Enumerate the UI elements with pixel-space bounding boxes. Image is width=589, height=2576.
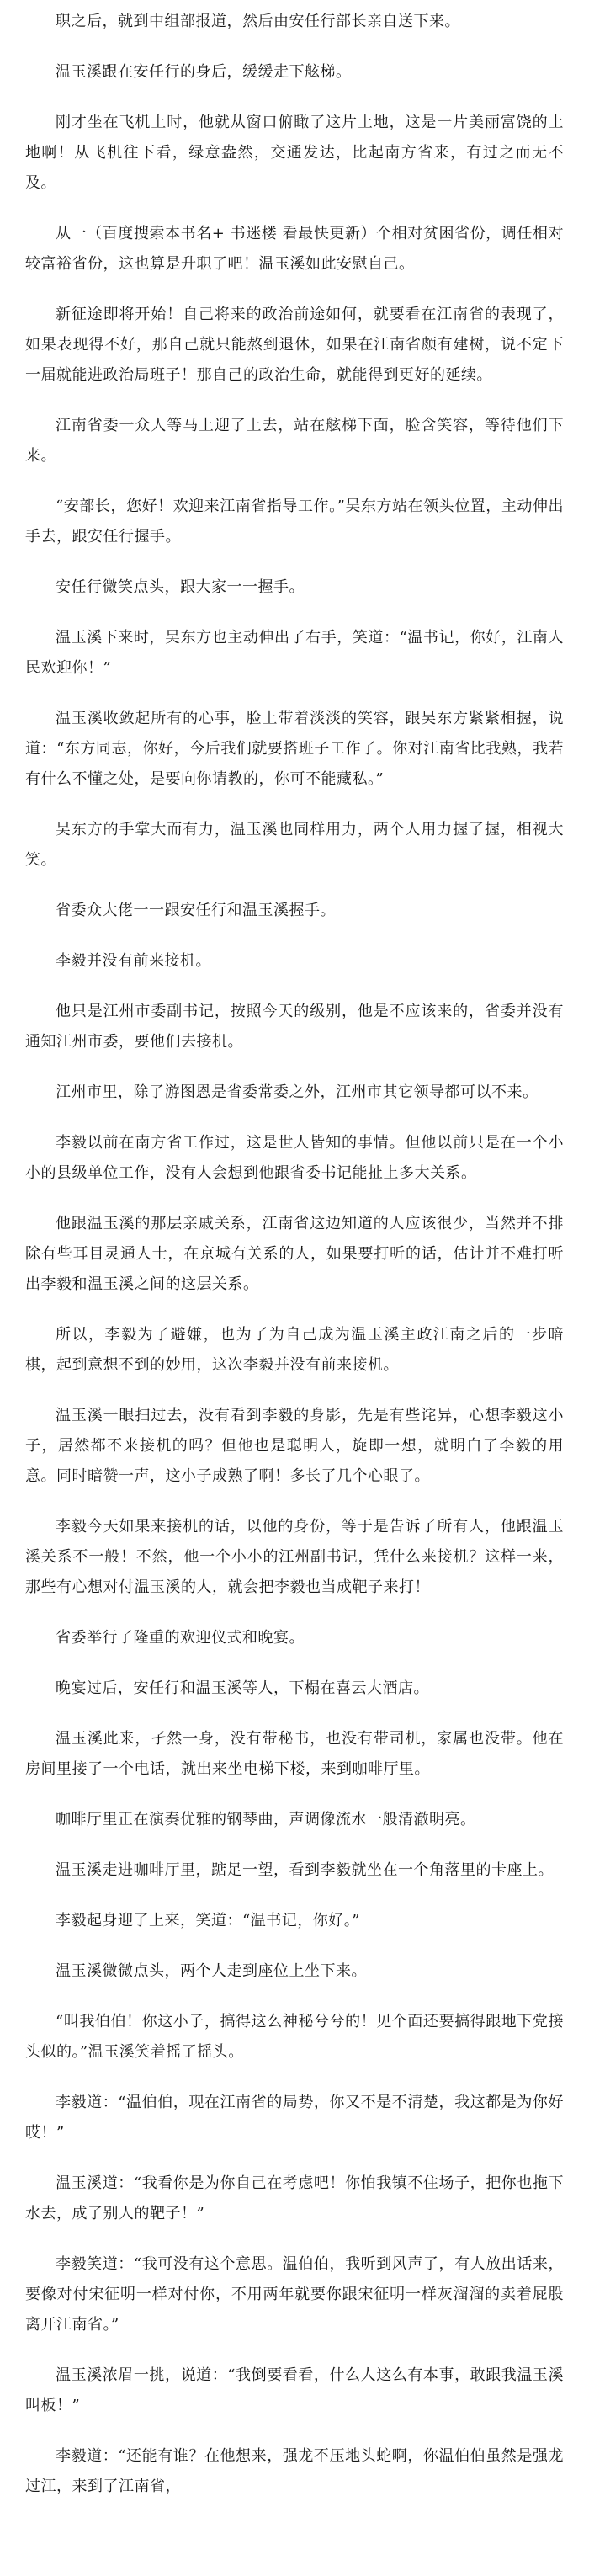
paragraph: 李毅以前在南方省工作过，这是世人皆知的事情。但他以前只是在一个小小的县级单位工作，没有人会想到他跟省委书记能扯上多大关系。 xyxy=(25,1134,564,1182)
paragraph: 新征途即将开始！自己将来的政治前途如何，就要看在江南省的表现了，如果表现得不好，那自己就只能熬到退休，如果在江南省颇有建树，说不定下一届就能进政治局班子！那自己的政治生命，就能得到更好的延续。 xyxy=(25,306,564,384)
paragraph: 他跟温玉溪的那层亲戚关系，江南省这边知道的人应该很少，当然并不排除有些耳目灵通人士，在京城有关系的人，如果要打听的话，估计并不难打听出李毅和温玉溪之间的这层关系。 xyxy=(25,1215,564,1293)
paragraph: 温玉溪跟在安任行的身后，缓缓走下舷梯。 xyxy=(56,63,352,81)
paragraph: 刚才坐在飞机上时，他就从窗口俯瞰了这片土地，这是一片美丽富饶的土地啊！从飞机往下看，绿意盎然，交通发达，比起南方省来，有过之而无不及。 xyxy=(25,114,564,192)
paragraph: 温玉溪微微点头，两个人走到座位上坐下来。 xyxy=(56,1962,367,1980)
paragraph: 安任行微笑点头，跟大家一一握手。 xyxy=(56,578,305,596)
paragraph: 他只是江州市委副书记，按照今天的级别，他是不应该来的，省委并没有通知江州市委，要他们去接机。 xyxy=(25,1003,564,1051)
paragraph: 温玉溪收敛起所有的心事，脸上带着淡淡的笑容，跟吴东方紧紧相握，说道：“东方同志，你好，今后我们就要搭班子工作了。你对江南省比我熟，我若有什么不懂之处，是要向你请教的，你可不能藏私。” xyxy=(25,710,564,788)
paragraph: 温玉溪走进咖啡厅里，踮足一望，看到李毅就坐在一个角落里的卡座上。 xyxy=(56,1861,554,1879)
paragraph: “叫我伯伯！你这小子，搞得这么神秘兮兮的！见个面还要搞得跟地下党接头似的。”温玉溪笑着摇了摇头。 xyxy=(25,2013,564,2061)
paragraph: 温玉溪此来，孑然一身，没有带秘书，也没有带司机，家属也没带。他在房间里接了一个电话，就出来坐电梯下楼，来到咖啡厅里。 xyxy=(25,1730,564,1778)
paragraph: 职之后，就到中组部报道，然后由安任行部长亲自送下来。 xyxy=(56,13,460,30)
paragraph: 温玉溪下来时，吴东方也主动伸出了右手，笑道：“温书记，你好，江南人民欢迎你！” xyxy=(25,629,564,677)
paragraph: 江南省委一众人等马上迎了上去，站在舷梯下面，脸含笑容，等待他们下来。 xyxy=(25,417,564,465)
paragraph: 吴东方的手掌大而有力，温玉溪也同样用力，两个人用力握了握，相视大笑。 xyxy=(25,821,564,869)
paragraph: 李毅道：“还能有谁？在他想来，强龙不压地头蛇啊，你温伯伯虽然是强龙过江，来到了江南省， xyxy=(25,2447,564,2495)
paragraph: 江州市里，除了游图恩是省委常委之外，江州市其它领导都可以不来。 xyxy=(56,1083,539,1101)
paragraph: 所以，李毅为了避嫌，也为了为自己成为温玉溪主政江南之后的一步暗棋，起到意想不到的妙用，这次李毅并没有前来接机。 xyxy=(25,1326,564,1374)
paragraph: 李毅笑道：“我可没有这个意思。温伯伯，我听到风声了，有人放出话来，要像对付宋征明一样对付你，不用两年就要你跟宋征明一样灰溜溜的卖着屁股离开江南省。” xyxy=(25,2255,564,2334)
paragraph: 省委举行了隆重的欢迎仪式和晚宴。 xyxy=(56,1629,305,1647)
paragraph: 李毅并没有前来接机。 xyxy=(56,952,211,970)
paragraph: 温玉溪浓眉一挑，说道：“我倒要看看，什么人这么有本事，敢跟我温玉溪叫板！” xyxy=(25,2366,564,2414)
paragraph: 温玉溪一眼扫过去，没有看到李毅的身影，先是有些诧异，心想李毅这小子，居然都不来接机的吗？但他也是聪明人，旋即一想，就明白了李毅的用意。同时暗赞一声，这小子成熟了啊！多长了几个心眼了。 xyxy=(25,1407,564,1485)
paragraph: 李毅今天如果来接机的话，以他的身份，等于是告诉了所有人，他跟温玉溪关系不一般！不然，他一个小小的江州副书记，凭什么来接机？这样一来，那些有心想对付温玉溪的人，就会把李毅也当成靶子来打！ xyxy=(25,1518,564,1596)
paragraph: 李毅道：“温伯伯，现在江南省的局势，你又不是不清楚，我这都是为你好哎！” xyxy=(25,2094,564,2142)
paragraph: 省委众大佬一一跟安任行和温玉溪握手。 xyxy=(56,902,336,919)
paragraph: 李毅起身迎了上来，笑道：“温书记，你好。” xyxy=(56,1912,360,1929)
paragraph: 温玉溪道：“我看你是为你自己在考虑吧！你怕我镇不住场子，把你也拖下水去，成了别人的靶子！” xyxy=(25,2174,564,2222)
paragraph: 从一（百度搜索本书名+ 书迷楼 看最快更新）个相对贫困省份，调任相对较富裕省份，这也算是升职了吧！温玉溪如此安慰自己。 xyxy=(25,225,564,273)
paragraph: “安部长，您好！欢迎来江南省指导工作。”吴东方站在领头位置，主动伸出手去，跟安任行握手。 xyxy=(25,498,564,546)
paragraph: 晚宴过后，安任行和温玉溪等人，下榻在喜云大酒店。 xyxy=(56,1679,429,1697)
paragraph: 咖啡厅里正在演奏优雅的钢琴曲，声调像流水一般清澈明亮。 xyxy=(56,1811,476,1828)
